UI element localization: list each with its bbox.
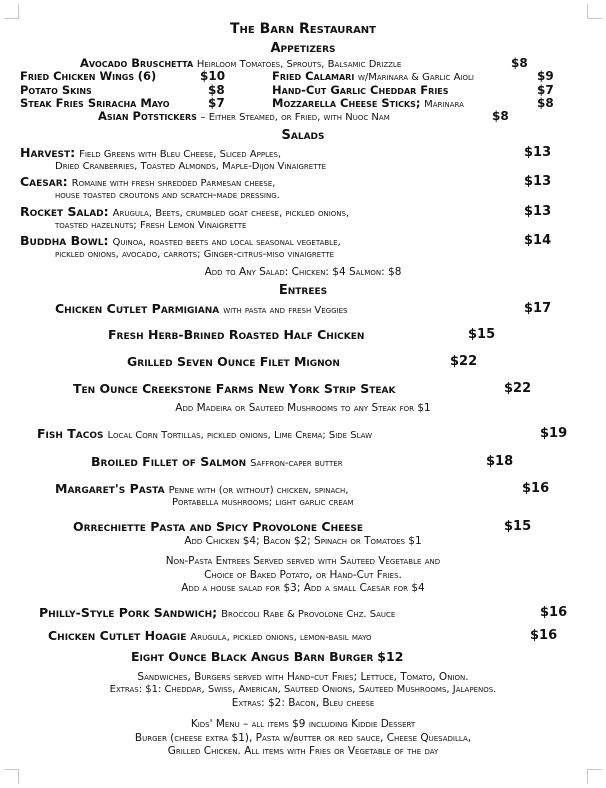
appetizers-heading: Appetizers <box>270 41 336 56</box>
steak-addon: Add Madeira or Sauteed Mushrooms to any Steak for $1 <box>175 402 431 414</box>
philly-price: $16 <box>540 605 568 620</box>
margaret-desc-2: Portabella mushrooms; light garlic cream <box>172 497 354 508</box>
mozz-price: $8 <box>537 96 554 110</box>
skins-item: Potato Skins <box>20 83 92 97</box>
hoagie-item: Chicken Cutlet Hoagie Arugula, pickled onions, lemon-basil mayo <box>48 628 372 643</box>
orrechiette-addon: Add Chicken $4; Bacon $2; Spinach or Tomatoes $1 <box>184 535 422 547</box>
sandwich-note-2: Extras: $1: Cheddar, Swiss, American, Sauteed Onions, Sauteed Mushrooms, Jalapenos. <box>109 684 497 695</box>
steak-fries-item: Steak Fries Sriracha Mayo <box>20 96 170 110</box>
wings-price: $10 <box>200 69 226 83</box>
filet-item: Grilled Seven Ounce Filet Mignon <box>127 354 340 369</box>
filet-price: $22 <box>450 354 478 369</box>
caesar-item: Caesar: Romaine with fresh shredded Parmesan cheese, <box>20 174 276 189</box>
wings-item: Fried Chicken Wings (6) <box>20 69 157 83</box>
steak-fries-price: $7 <box>208 96 225 110</box>
buddha-item: Buddha Bowl: Quinoa, roasted beets and local seasonal vegetable, <box>20 233 341 248</box>
salmon-item: Broiled Fillet of Salmon Saffron-caper butter <box>91 454 343 469</box>
half-chicken-price: $15 <box>468 327 496 342</box>
fries-price: $7 <box>537 83 554 97</box>
parm-price: $17 <box>524 301 552 316</box>
harvest-desc-2: Dried Cranberries, Toasted Almonds, Maple-Dijon Vinaigrette <box>55 161 327 172</box>
calamari-price: $9 <box>537 69 554 83</box>
rocket-desc-2: toasted hazelnuts; Fresh Lemon Vinaigrette <box>55 220 247 231</box>
rocket-price: $13 <box>524 204 552 219</box>
margaret-item: Margaret's Pasta Penne with (or without) chicken, spinach, <box>55 481 349 496</box>
tacos-item: Fish Tacos Local Corn Tortillas, pickled onions, Lime Crema; Side Slaw <box>37 426 373 441</box>
non-pasta-line-2: Choice of Baked Potato, or Hand-Cut Fries. <box>204 569 402 581</box>
hoagie-price: $16 <box>530 628 558 643</box>
caesar-desc-2: house toasted croutons and scratch-made dressing. <box>55 190 280 201</box>
kids-line-2: Grilled Chicken. All items with Fries or Vegetable of the day <box>167 745 439 757</box>
bruschetta-price: $8 <box>511 56 528 70</box>
non-pasta-line-1: Non-Pasta Entrees Served served with Sauteed Vegetable and <box>165 555 441 567</box>
philly-item: Philly-Style Pork Sandwich; Broccoli Rabe & Provolone Chz. Sauce <box>39 605 396 620</box>
buddha-desc-2: pickled onions, avocado, carrots; Ginger-citrus-miso vinaigrette <box>55 249 335 260</box>
margaret-price: $16 <box>522 481 550 496</box>
strip-price: $22 <box>504 381 532 396</box>
rocket-item: Rocket Salad: Arugula, Beets, crumbled goat cheese, pickled onions, <box>20 204 350 219</box>
sandwich-note-3: Extras: $2: Bacon, Bleu cheese <box>231 697 375 709</box>
orrechiette-item: Orrechiette Pasta and Spicy Provolone Cheese <box>73 519 364 534</box>
strip-item: Ten Ounce Creekstone Farms New York Strip Steak <box>73 381 396 396</box>
potstickers-price: $8 <box>492 109 509 123</box>
caesar-price: $13 <box>524 174 552 189</box>
crop-mark-top-right <box>587 4 602 19</box>
bruschetta-item: Avocado Bruschetta Heirloom Tomatoes, Sprouts, Balsamic Drizzle <box>80 56 402 70</box>
potstickers-item: Asian Potstickers – Either Steamed, or Fried, with Nuoc Nam <box>98 109 390 123</box>
non-pasta-line-3: Add a house salad for $3; Add a small Caesar for $4 <box>181 582 425 594</box>
kids-line-1: Burger (cheese extra $1), Pasta w/butter or red sauce, Cheese Quesadilla, <box>134 732 472 744</box>
burger-item: Eight Ounce Black Angus Barn Burger $12 <box>131 649 404 664</box>
harvest-price: $13 <box>524 145 552 160</box>
salads-heading: Salads <box>281 128 325 143</box>
crop-mark-top-left <box>4 4 19 19</box>
kids-heading: Kids' Menu – all items $9 including Kiddie Dessert <box>190 718 416 730</box>
tacos-price: $19 <box>540 426 568 441</box>
fries-item: Hand-Cut Garlic Cheddar Fries <box>272 83 449 97</box>
sandwich-note-1: Sandwiches, Burgers served with Hand-cut Fries; Lettuce, Tomato, Onion. <box>137 671 469 683</box>
parm-item: Chicken Cutlet Parmigiana with pasta and fresh Veggies <box>55 301 348 316</box>
restaurant-title: The Barn Restaurant <box>229 21 377 37</box>
buddha-price: $14 <box>524 233 552 248</box>
salmon-price: $18 <box>486 454 514 469</box>
harvest-item: Harvest: Field Greens with Bleu Cheese, Sliced Apples, <box>20 145 282 160</box>
half-chicken-item: Fresh Herb-Brined Roasted Half Chicken <box>108 327 365 342</box>
skins-price: $8 <box>208 83 225 97</box>
calamari-item: Fried Calamari w/Marinara & Garlic Aioli <box>272 69 474 83</box>
crop-mark-bottom-left <box>4 769 19 784</box>
orrechiette-price: $15 <box>504 519 532 534</box>
entrees-heading: Entrees <box>278 283 328 298</box>
crop-mark-bottom-right <box>587 769 602 784</box>
salad-addon: Add to Any Salad: Chicken: $4 Salmon: $8 <box>204 266 402 278</box>
mozz-item: Mozzarella Cheese Sticks; Marinara <box>272 96 464 110</box>
